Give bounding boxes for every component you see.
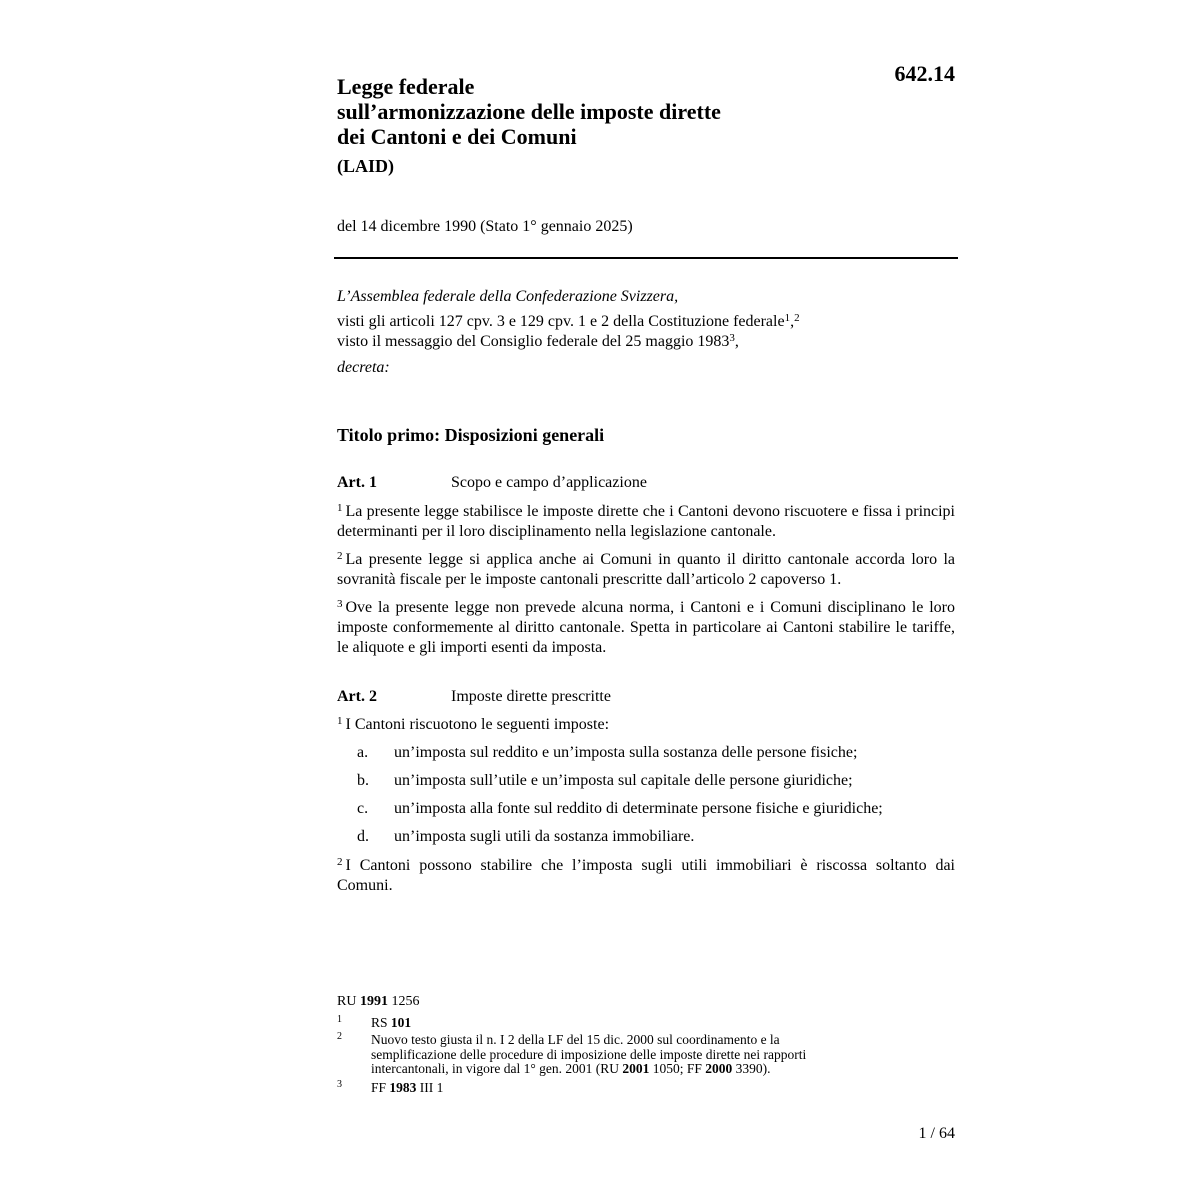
title-line-1: Legge federale [337, 74, 475, 99]
footnote-text [371, 1081, 911, 1096]
list-text: un’imposta sull’utile e un’imposta sul capitale delle persone giuridiche; [394, 772, 853, 789]
list-item [357, 826, 694, 848]
footnote-line-3-c: 1050; FF [652, 1061, 702, 1076]
section-title: Titolo primo: Disposizioni generali [337, 425, 605, 445]
article-1-header [337, 472, 647, 494]
article-1-paragraph-3 [337, 598, 955, 658]
article-1-paragraph-1 [337, 502, 955, 542]
article-1-heading: Scopo e campo d’applicazione [451, 474, 647, 491]
list-text: un’imposta alla fonte sul reddito di determinate persone fisiche e giuridiche; [394, 800, 883, 817]
list-text: un’imposta sul reddito e un’imposta sulla sostanza delle persone fisiche; [394, 744, 858, 761]
article-2-paragraph-1 [337, 715, 955, 735]
footnote-text [371, 1016, 911, 1031]
footnote-ref-2[interactable]: 2 [794, 312, 800, 324]
list-letter: b. [357, 772, 369, 789]
ru-year: 1991 [359, 994, 388, 1009]
paragraph-text: Ove la presente legge non prevede alcuna norma, i Cantoni e i Comuni disciplinano le loro imposte conformemente al diritto cantonale. Spetta in particolare ai Cantoni stabilire le tariffe, le aliquote e gli importi esenti da imposta. [337, 599, 955, 656]
footnote-suffix: III 1 [419, 1080, 444, 1095]
footnote-ref-1[interactable]: 1 [784, 312, 791, 324]
footnote-bold: 101 [390, 1015, 412, 1030]
paragraph-text: La presente legge stabilisce le imposte dirette che i Cantoni devono riscuotere e fissa i principi determinanti per il loro disciplinamento nella legislazione cantonale. [337, 503, 955, 540]
article-2-paragraph-2 [337, 856, 955, 896]
paragraph-text: I Cantoni possono stabilire che l’imposta sugli utili immobiliari è riscossa soltanto dai Comuni. [337, 857, 955, 894]
law-title [337, 74, 857, 149]
preamble-intro: L’Assemblea federale della Confederazione Svizzera, [337, 288, 679, 305]
title-line-2: sull’armonizzazione delle imposte dirette [337, 99, 721, 124]
footnote-line-3 [371, 1062, 911, 1077]
title-line-3: dei Cantoni e dei Comuni [337, 124, 577, 149]
footnote-number: 1 [337, 1014, 342, 1025]
ru-prefix: RU [337, 994, 357, 1009]
footnote-line-3-d: 2000 [705, 1061, 733, 1076]
list-text: un’imposta sugli utili da sostanza immobiliare. [394, 828, 695, 845]
preamble-line-1-sep: , [790, 313, 795, 330]
law-abbreviation: (LAID) [337, 156, 394, 176]
footnote-line-2: semplificazione delle procedure di imposizione delle imposte dirette nei rapporti [371, 1046, 807, 1062]
article-1-paragraph-2 [337, 550, 955, 590]
list-letter: a. [357, 744, 369, 761]
preamble-line-1 [337, 312, 957, 332]
sr-number: 642.14 [894, 61, 955, 86]
ru-page: 1256 [391, 994, 420, 1009]
footnote-ref-3[interactable]: 3 [729, 332, 735, 344]
list-letter: c. [357, 800, 369, 817]
preamble-line-2-text: visto il messaggio del Consiglio federale del 25 maggio 1983 [337, 333, 730, 350]
header-divider [334, 257, 958, 259]
ru-reference [337, 993, 419, 1011]
footnote-prefix: FF [371, 1080, 387, 1095]
footnote-line-3-b: 2001 [622, 1061, 650, 1076]
footnote-prefix: RS [371, 1015, 388, 1030]
paragraph-number: 2 [337, 550, 343, 562]
list-letter: d. [357, 828, 369, 845]
footnote-number: 3 [337, 1079, 342, 1090]
paragraph-number: 2 [337, 856, 343, 868]
footnote-bold: 1983 [389, 1080, 417, 1095]
paragraph-number: 1 [337, 715, 343, 727]
paragraph-number: 3 [337, 598, 343, 610]
paragraph-number: 1 [337, 502, 343, 514]
article-1-number: Art. 1 [337, 474, 377, 491]
preamble-decreta: decreta: [337, 359, 390, 376]
footnote-line-1: Nuovo testo giusta il n. I 2 della LF del 15 dic. 2000 sul coordinamento e la [371, 1032, 780, 1047]
article-2-number: Art. 2 [337, 688, 377, 705]
preamble-line-1-text: visti gli articoli 127 cpv. 3 e 129 cpv. 1 e 2 della Costituzione federale [337, 313, 785, 330]
footnote-line-3-e: 3390). [735, 1061, 771, 1076]
list-item [357, 742, 857, 764]
footnote-line-3-a: intercantonali, in vigore dal 1° gen. 2001 (RU [371, 1061, 619, 1076]
page-number: 1 / 64 [918, 1125, 955, 1142]
footnote-text [371, 1033, 911, 1077]
list-item [357, 770, 853, 792]
preamble [337, 287, 957, 378]
preamble-line-2 [337, 332, 957, 352]
paragraph-text: La presente legge si applica anche ai Comuni in quanto il diritto cantonale accorda loro la sovranità fiscale per le imposte cantonali prescritte dall’articolo 2 capoverso 1. [337, 551, 955, 588]
article-2-header [337, 686, 611, 708]
article-2-heading: Imposte dirette prescritte [451, 688, 611, 705]
footnote-number: 2 [337, 1031, 342, 1042]
law-date: del 14 dicembre 1990 (Stato 1° gennaio 2025) [337, 218, 633, 235]
paragraph-text: I Cantoni riscuotono le seguenti imposte: [345, 716, 610, 733]
list-item [357, 798, 883, 820]
preamble-line-2-end: , [734, 333, 739, 350]
